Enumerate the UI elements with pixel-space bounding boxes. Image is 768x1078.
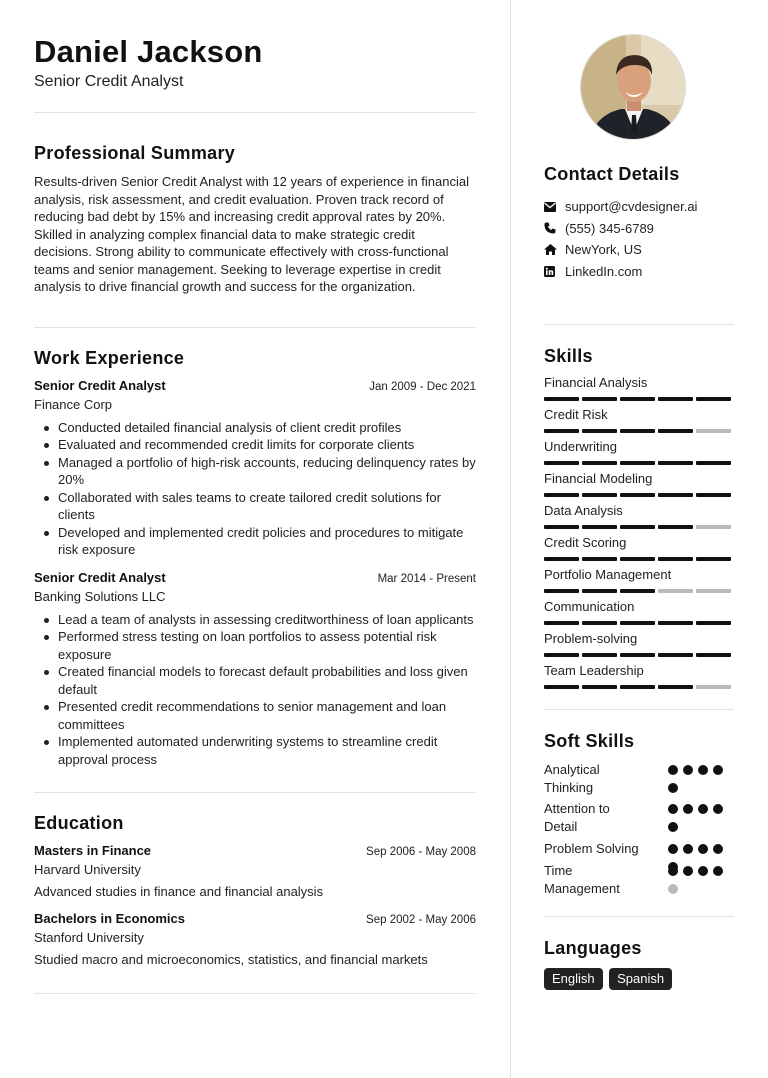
home-icon (544, 244, 565, 255)
skill-level-segment (658, 429, 693, 433)
list-item: Lead a team of analysts in assessing creditworthiness of loan applicants (34, 611, 476, 629)
skill-label: Data Analysis (544, 503, 623, 518)
job-header (34, 377, 476, 396)
languages-list (544, 968, 734, 990)
rating-dot (713, 866, 723, 876)
soft-skill-label: Analytical Thinking (544, 762, 600, 795)
skill-level-segment (658, 589, 693, 593)
skill-level-segment (658, 685, 693, 689)
list-item: Created financial models to forecast default probabilities and loss given default (34, 663, 476, 698)
contact-heading: Contact Details (544, 164, 680, 184)
education-dates: Sep 2002 - May 2006 (366, 913, 476, 926)
skill-level-segment (696, 653, 731, 657)
list-item: Managed a portfolio of high-risk accounts, reducing delinquency rates by 20% (34, 454, 476, 489)
contact-location (544, 239, 734, 261)
language-chip: Spanish (609, 968, 672, 990)
job-entry (34, 377, 476, 559)
skill-level-segment (620, 589, 655, 593)
skill-level-segment (696, 525, 731, 529)
skill-level-segment (620, 429, 655, 433)
skill-item (544, 407, 734, 439)
skill-item (544, 663, 734, 689)
list-item: Presented credit recommendations to senior management and loan committees (34, 698, 476, 733)
skills-section (544, 345, 734, 689)
skill-level-segment (582, 589, 617, 593)
skill-level-segment (658, 493, 693, 497)
list-item: Developed and implemented credit policies and procedures to mitigate risk exposure (34, 524, 476, 559)
portrait-image (581, 35, 686, 140)
skill-level-segment (658, 397, 693, 401)
rating-dot (698, 804, 708, 814)
contact-linkedin-text: LinkedIn.com (565, 263, 643, 279)
soft-skill-item (544, 761, 734, 800)
skill-item (544, 631, 734, 663)
skills-heading: Skills (544, 346, 593, 366)
divider (34, 792, 476, 793)
skill-level-bar (544, 685, 734, 689)
skill-label: Problem-solving (544, 631, 638, 646)
profile-photo (580, 34, 686, 140)
divider (34, 112, 476, 113)
education-header (34, 910, 476, 929)
rating-dot (668, 866, 678, 876)
skill-level-segment (620, 557, 655, 561)
skill-level-segment (582, 621, 617, 625)
contact-phone-text: (555) 345-6789 (565, 220, 654, 236)
divider (34, 327, 476, 328)
rating-dot (668, 804, 678, 814)
skill-level-segment (658, 525, 693, 529)
skill-level-segment (544, 589, 579, 593)
languages-section (544, 937, 734, 990)
candidate-name: Daniel Jackson (34, 34, 263, 69)
school: Harvard University (34, 862, 141, 877)
skill-level-segment (696, 429, 731, 433)
skill-level-segment (696, 461, 731, 465)
soft-skill-rating (668, 804, 728, 832)
skill-level-bar (544, 493, 734, 497)
phone-icon (544, 222, 565, 234)
skill-level-segment (620, 685, 655, 689)
rating-dot (698, 844, 708, 854)
skill-item (544, 471, 734, 503)
job-role: Senior Credit Analyst (34, 377, 166, 393)
education-entry (34, 910, 476, 969)
divider (34, 993, 476, 994)
skill-level-segment (582, 685, 617, 689)
skill-level-segment (544, 557, 579, 561)
skill-level-segment (544, 621, 579, 625)
skill-level-segment (544, 525, 579, 529)
rating-dot (683, 866, 693, 876)
skill-level-bar (544, 429, 734, 433)
school: Stanford University (34, 929, 144, 945)
skill-level-bar (544, 461, 734, 465)
rating-dot (713, 765, 723, 775)
experience-section (34, 347, 476, 769)
soft-skills-section (544, 730, 734, 900)
skill-level-segment (620, 397, 655, 401)
list-item: Performed stress testing on loan portfolios to assess potential risk exposure (34, 628, 476, 663)
soft-skill-item (544, 840, 734, 862)
skill-item (544, 439, 734, 471)
rating-dot (668, 765, 678, 775)
education-entry (34, 842, 476, 901)
summary-heading: Professional Summary (34, 143, 236, 163)
skill-label: Underwriting (544, 439, 617, 454)
skill-level-bar (544, 525, 734, 529)
skill-label: Credit Risk (544, 407, 608, 422)
education-dates: Sep 2006 - May 2008 (366, 846, 476, 858)
rating-dot (698, 866, 708, 876)
soft-skill-rating (668, 866, 728, 894)
skills-list (544, 375, 734, 689)
skill-level-segment (544, 397, 579, 401)
skill-level-segment (582, 397, 617, 401)
rating-dot (668, 822, 678, 832)
skill-level-bar (544, 653, 734, 657)
skill-level-segment (696, 493, 731, 497)
skill-level-bar (544, 557, 734, 561)
skill-level-segment (658, 653, 693, 657)
job-bullets (34, 419, 476, 559)
skill-level-segment (544, 493, 579, 497)
skill-level-segment (544, 685, 579, 689)
soft-skill-label: Time Management (544, 863, 620, 896)
education-desc: Advanced studies in finance and financial analysis (34, 884, 324, 899)
skill-level-segment (582, 653, 617, 657)
job-company: Banking Solutions LLC (34, 588, 166, 604)
education-header (34, 842, 476, 861)
rating-dot (683, 765, 693, 775)
rating-dot (713, 844, 723, 854)
skill-level-segment (620, 493, 655, 497)
skill-level-segment (620, 461, 655, 465)
skill-level-segment (696, 685, 731, 689)
skill-level-segment (620, 525, 655, 529)
envelope-icon (544, 202, 565, 212)
language-chip: English (544, 968, 603, 990)
skill-level-segment (696, 621, 731, 625)
skill-level-segment (544, 429, 579, 433)
skill-level-segment (696, 557, 731, 561)
skill-level-segment (544, 653, 579, 657)
linkedin-icon (544, 266, 565, 277)
education-section (34, 812, 476, 968)
skill-level-segment (582, 493, 617, 497)
contact-email-text: support@cvdesigner.ai (565, 199, 698, 215)
skill-label: Financial Analysis (544, 375, 648, 390)
skill-level-bar (544, 621, 734, 625)
skill-level-segment (620, 621, 655, 625)
skill-label: Communication (544, 599, 635, 614)
skill-item (544, 503, 734, 535)
soft-skill-item (544, 862, 734, 900)
skill-level-segment (658, 461, 693, 465)
summary-text: Results-driven Senior Credit Analyst with 12 years of experience in financial analysis, risk assessment, and credit evaluation. Proven track record of reducing bad debt by 15% and increasing credit approval rates by 20%. Skilled in analyzing complex financial data to make strategic credit decisions. Strong ability to communicate effectively with cross-functional teams and senior management. Seeking to leverage expertise in credit analysis to drive financial growth and success for the organization. (34, 174, 469, 294)
degree: Bachelors in Economics (34, 910, 185, 926)
skill-level-segment (658, 557, 693, 561)
soft-skill-label: Attention to Detail (544, 801, 610, 834)
skill-level-bar (544, 397, 734, 401)
rating-dot (668, 844, 678, 854)
skill-level-segment (658, 621, 693, 625)
job-dates: Jan 2009 - Dec 2021 (369, 380, 476, 393)
job-role: Senior Credit Analyst (34, 569, 166, 585)
experience-heading: Work Experience (34, 347, 185, 368)
job-dates: Mar 2014 - Present (377, 572, 476, 585)
soft-skills-list (544, 761, 734, 900)
languages-heading: Languages (544, 938, 642, 958)
divider (544, 916, 734, 917)
degree: Masters in Finance (34, 843, 152, 858)
list-item: Collaborated with sales teams to create tailored credit solutions for clients (34, 489, 476, 524)
job-entry (34, 569, 476, 769)
contact-email[interactable] (544, 196, 734, 218)
list-item: Conducted detailed financial analysis of client credit profiles (34, 419, 476, 437)
rating-dot (683, 844, 693, 854)
divider (544, 324, 734, 325)
sidebar (511, 0, 768, 1078)
skill-level-segment (544, 461, 579, 465)
rating-dot (668, 884, 678, 894)
skill-level-bar (544, 589, 734, 593)
summary-section (34, 142, 476, 296)
contact-phone[interactable] (544, 218, 734, 240)
skill-label: Portfolio Management (544, 567, 672, 582)
skill-label: Credit Scoring (544, 535, 627, 550)
skill-label: Team Leadership (544, 663, 644, 678)
rating-dot (668, 783, 678, 793)
skill-item (544, 375, 734, 407)
rating-dot (683, 804, 693, 814)
contact-location-text: NewYork, US (565, 242, 642, 258)
skill-level-segment (582, 557, 617, 561)
job-bullets (34, 611, 476, 769)
soft-skills-heading: Soft Skills (544, 731, 635, 751)
skill-level-segment (582, 525, 617, 529)
rating-dot (698, 765, 708, 775)
divider (544, 709, 734, 710)
skill-item (544, 599, 734, 631)
education-desc: Studied macro and microeconomics, statistics, and financial markets (34, 951, 428, 967)
contact-list (544, 196, 734, 282)
skill-level-segment (696, 589, 731, 593)
skill-level-segment (696, 397, 731, 401)
soft-skill-label: Problem Solving (544, 841, 639, 856)
soft-skill-item (544, 800, 734, 840)
candidate-title: Senior Credit Analyst (34, 73, 184, 90)
job-header (34, 569, 476, 588)
contact-linkedin[interactable] (544, 261, 734, 283)
list-item: Implemented automated underwriting systems to streamline credit approval process (34, 733, 476, 768)
soft-skill-rating (668, 765, 728, 793)
list-item: Evaluated and recommended credit limits for corporate clients (34, 436, 476, 454)
skill-level-segment (582, 461, 617, 465)
job-company: Finance Corp (34, 396, 113, 412)
education-heading: Education (34, 813, 124, 833)
skill-item (544, 535, 734, 567)
skill-label: Financial Modeling (544, 471, 653, 486)
skill-level-segment (582, 429, 617, 433)
rating-dot (713, 804, 723, 814)
skill-item (544, 567, 734, 599)
contact-section (544, 163, 734, 282)
skill-level-segment (620, 653, 655, 657)
